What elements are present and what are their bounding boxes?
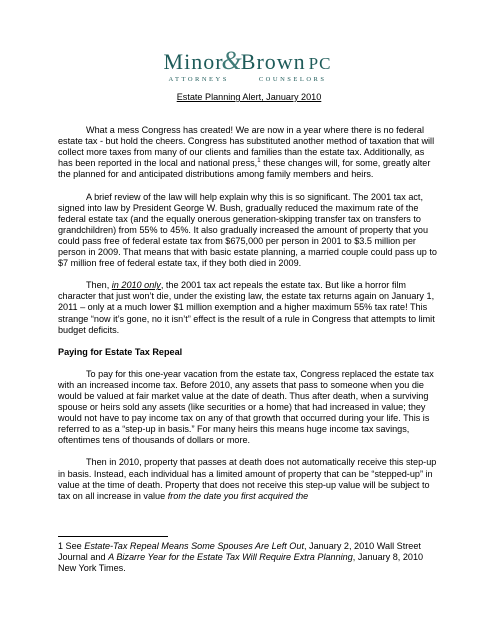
paragraph-repeal-lead: Then, xyxy=(86,280,112,291)
footnote-title-2: A Bizarre Year for the Estate Tax Will Require Extra Planning xyxy=(108,552,353,563)
paragraph-intro-text: What a mess Congress has created! We are now in a year where there is no federal estate tax - but hold the cheers. Congress has substituted another method of taxation that will collect more taxes from many of our clients and families than the estate tax. Additionally, as has been reported in the local and national press, xyxy=(58,125,435,169)
footnote-title-1: Estate-Tax Repeal Means Some Spouses Are Left Out xyxy=(84,541,304,551)
footnote-mark: 1 xyxy=(58,541,64,551)
paragraph-step-up xyxy=(58,457,440,501)
logo-subtitle-right: COUNSELORS xyxy=(258,76,327,83)
paragraph-repeal-emphasis: in 2010 only xyxy=(111,280,161,291)
section-heading: Paying for Estate Tax Repeal xyxy=(58,346,183,357)
footnote-mid: , January 2, 2010 Wall Street Journal and xyxy=(58,541,421,563)
logo-name-part2: Brown xyxy=(240,49,306,74)
paragraph-step-up-italic: from the date you first acquired the xyxy=(167,490,309,501)
firm-logo xyxy=(0,46,495,83)
footnote-divider xyxy=(58,536,168,537)
footnote-ref[interactable]: 1 xyxy=(257,158,261,165)
footnote xyxy=(58,541,440,574)
document-body xyxy=(58,92,440,513)
logo-subtitle xyxy=(0,76,495,83)
paragraph-intro-text-after: these changes will, for some, greatly alter the planned for and anticipated distributions among family members and heirs. xyxy=(58,158,431,180)
footnote-lead: See xyxy=(63,541,85,551)
logo-wordmark xyxy=(0,46,495,75)
logo-ampersand: & xyxy=(221,46,243,75)
paragraph-intro xyxy=(58,125,440,180)
footnote-tail: , January 8, 2010 New York Times. xyxy=(58,552,424,574)
logo-suffix: PC xyxy=(308,54,332,73)
paragraph-repeal xyxy=(58,280,440,335)
paragraph-step-up-text: Then in 2010, property that passes at death does not automatically receive this step-up in basis. Instead, each individual has a limited amount of property that can be “stepped-up” in value at the time of death. Property that does not receive this step-up value will be subject to tax on all increase in value xyxy=(58,457,437,501)
paragraph-income-tax: To pay for this one-year vacation from the estate tax, Congress replaced the estate tax with an increased income tax. Before 2010, any assets that pass to someone when you die would be valued at fair market value at the date of death. Thus after death, when a surviving spouse or heirs sold any assets (like securities or a home) that had increased in value; they would not have to pay income tax on any of that growth that occurred during your life. This is referred to as a “step-up in basis.” For many heirs this means huge income tax savings, oftentimes tens of thousands of dollars or more. xyxy=(58,368,434,446)
document-title: Estate Planning Alert, January 2010 xyxy=(176,92,322,102)
logo-subtitle-left: ATTORNEYS xyxy=(168,76,229,83)
paragraph-law-review: A brief review of the law will help explain why this is so significant. The 2001 tax act, signed into law by President George W. Bush, gradually reduced the maximum rate of the federal estate tax (and the equally onerous generation-skipping transfer tax on transfers to grandchildren) from 55% to 45%. It also gradually increased the amount of property that you could pass free of federal estate tax from $675,000 per person in 2001 to $3.5 million per person in 2009. That means that with basic estate planning, a married couple could pass up to $7 million free of federal estate tax, if they both died in 2009. xyxy=(58,191,437,269)
logo-name-part1: Minor xyxy=(163,49,224,74)
paragraph-repeal-text: , the 2001 tax act repeals the estate tax. But like a horror film character that just won’t die, under the existing law, the estate tax returns again on January 1, 2011 – only at a much lower $1 million exemption and a higher maximum 55% tax rate! This strange “now it’s gone, no it isn’t” effect is the result of a rule in Congress that attempts to limit budget deficits. xyxy=(58,280,435,335)
